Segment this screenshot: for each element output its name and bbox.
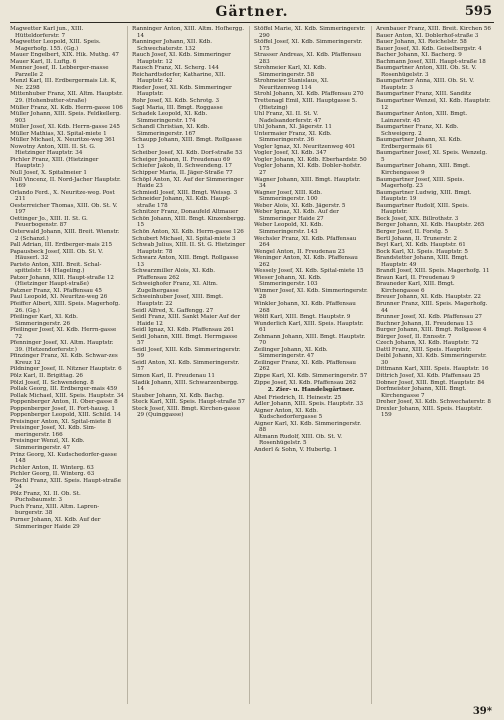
- directory-entry: Preisinger Josef, XI. Kdb. Sim-meringerstr. 166: [10, 425, 96, 438]
- directory-entry: Baumgartner Josef, XIII. Speis. Magerhofg. 23: [376, 176, 465, 190]
- directory-entry: Dattl Franz, XIII. Speis. Hauptstr.: [376, 346, 472, 353]
- directory-entry: Sladik Johann, XIII. Schwarzenbergg. 14: [132, 379, 239, 393]
- directory-entry: Uhl Franz, XI. II. St. V. Nadelsandorferstr. 47: [254, 111, 322, 124]
- directory-entry: Schnitzer Franz, Donaufeld Altmauer: [132, 209, 239, 216]
- directory-entry: Pöschl Franz, XIII. Speis. Haupt-straße 24: [10, 477, 121, 491]
- directory-entry: Schwarz Anton, XIII. Bmgt. Rollgasse 13: [132, 255, 239, 268]
- directory-entry: Menzl Karl, III. Erdbergermais Lit. K, Nr. 2298: [10, 78, 117, 91]
- directory-entry: Müller Michael, X. Neuritze-weg 361: [10, 137, 116, 144]
- directory-entry: Arenbauer Franz, XIII. Breit. Kirchen 56: [376, 26, 491, 32]
- directory-entry: Vogler Johann, XI. Kdb. Eberhardstr. 50: [254, 156, 367, 163]
- directory-entry: Braun Karl, II. Freudenau 9: [376, 274, 455, 281]
- page-title: Gärtner.: [215, 4, 289, 20]
- directory-entry: Strohmeier Karl, XI. Kdb. Simmeringerstr. 58: [254, 65, 327, 78]
- directory-entry: Zeilinger Johann, XI. Kdb. Simmeringerstr. 47: [254, 346, 328, 360]
- directory-entry: Anderl & Sohn, V. Hubertg. 1: [254, 447, 338, 453]
- directory-entry: Wagner Josef, XIII. Kdb. Simmeringerstr. 100: [254, 189, 323, 203]
- directory-entry: Bauer Johann, XI. Reichelstr. 58: [376, 39, 467, 46]
- directory-entry: Zeilinger Franz, XI. Kdb. Pfaffensau 262: [254, 359, 357, 373]
- directory-entry: Stöffel Josef, XI. Kdb. Simmeringerstr. 175: [254, 39, 363, 52]
- directory-entry: Rohr Josef, XI. Kdb. Schrotg. 3: [132, 98, 220, 105]
- directory-entry: Müller Johann, XIII. Speis. Feldkellerg. 903: [10, 111, 121, 124]
- directory-entry: Bertl Johann, II. Trunerstr. 2: [376, 235, 458, 242]
- directory-entry: Mauer Engelbert, XIX. Hik. Muthg. 47: [10, 52, 119, 59]
- directory-entry: Schmiedl Josef, XIII. Bmgt. Weissg. 3: [132, 189, 238, 196]
- directory-entry: Vogler Ignaz, XI. Neuritzenweg 401: [254, 143, 356, 150]
- section-heading: 2. Zier- u. Handelsgärtner.: [267, 387, 355, 394]
- directory-entry: Bacher Johann, XI. Bacherg. 9: [376, 52, 462, 59]
- directory-entry: Adler Johann, XIII. Speis. Hauptstr. 33: [254, 401, 364, 408]
- directory-entry: Steck Josef, XIII. Bmgt. Kirchen-gasse 29 (Quinggasse): [132, 405, 241, 419]
- directory-entry: Weninger Anton, XI. Kdb. Pfaffensau 262: [254, 255, 358, 268]
- directory-entry: Wengel Anton, II. Freudenau 23: [254, 248, 345, 255]
- directory-entry: Zehmann Johann, XIII. Bmgt. Hauptstr. 70: [254, 333, 366, 347]
- column-1: [10, 26, 128, 704]
- directory-entry: Baumgartner Anton, XIII. Bmgt. Lainzerstr. 45: [376, 111, 468, 124]
- directory-entry: Paul Leopold, XI. Neuritze-weg 26: [10, 294, 108, 301]
- directory-entry: Czech Johann, XI. Kdb. Hauptstr. 72: [376, 340, 479, 347]
- directory-entry: Winkler Johann, XI. Kdb. Pfaffensau 268: [254, 300, 356, 314]
- directory-entry: Wunderlich Karl, XIII. Speis. Hauptstr. 61: [254, 320, 364, 334]
- directory-entry: Bachmann Josef, XIII. Haupt-straße 18: [376, 58, 486, 65]
- directory-entry: Dobner Josef, XIII. Bmgt. Hauptstr. 84: [376, 379, 485, 386]
- directory-entry: Brunner Franz, XIII. Speis. Magerhofg. 44: [376, 300, 488, 314]
- sheet-signature: 39*: [472, 706, 492, 717]
- directory-entry: Seidl Ignaz, XI. Kdb. Pfaffensau 261: [132, 327, 235, 334]
- directory-entry: Pollak Georg, III. Erdberger-mais 459: [10, 386, 118, 393]
- directory-entry: Baumgartner Franz, XI. Kdb. Schweigerg. 2: [376, 124, 459, 137]
- directory-entry: Dittrich Josef, XI. Kdb. Pfaffensau 25: [376, 372, 481, 379]
- directory-entry: Puch Franz, XIII. Altm. Lapren-burgerstr. 38: [10, 503, 100, 517]
- directory-entry: Schipper Maria, II. Jäger-Straße 77: [132, 170, 233, 177]
- directory-entry: Altmann Rudolf, XIII. Ob. St. V. Rosenhügelstr. 5: [254, 433, 343, 447]
- directory-entry: Stauber Johann, XI. Kdb. Bachg.: [132, 392, 224, 399]
- directory-entry: Brandt Josef, XIII. Speis. Magerhofg. 11: [376, 268, 490, 275]
- directory-entry: Pölz Franz, XI. II. Ob. St. Puchsbaumstr. 3: [10, 490, 81, 504]
- directory-entry: Deibl Johann, XI. Kdb. Simmeringerstr. 30: [376, 353, 487, 366]
- directory-entry: Pildninger Josef, II. Nitzner Hauptstr. 6: [10, 366, 122, 373]
- directory-entry: Wölfl Karl, XIII. Bmgt. Hauptstr. 9: [254, 314, 351, 321]
- directory-entry: Dreher Josef, XI. Kdb. Schwechaterstr. 8: [376, 399, 491, 406]
- directory-entry: Magwetter Leopold, XIII. Speis. Magerhofg. 155. (Gg.): [10, 39, 101, 52]
- directory-entry: Ranninger Anton, XIII. Altm. Hofhergg. 14: [132, 26, 244, 39]
- directory-entry: Stöffel Marie, XI. Kdb. Simmeringerstr. 290: [254, 26, 366, 39]
- directory-entry: Prinz Georg, XI. Kudschedorfer-gasse 148: [10, 451, 117, 465]
- directory-entry: Untermaier Franz, XI. Kdb. Simmeringerstr. 36: [254, 130, 332, 144]
- directory-entry: Dorfmeister Johann, XIII. Bmgt. Kirchengasse 7: [376, 386, 467, 399]
- directory-entry: Strohmeier Stanislaus, XI. Neuritzenweg 114: [254, 78, 329, 91]
- column-3: [254, 26, 372, 704]
- directory-entry: Strohl Johann, XI. Kdb. Pfaffensau 270: [254, 91, 364, 98]
- directory-entry: Pfinzinger Franz, XI. Kdb. Schwar-zes Kreuz 12: [10, 353, 118, 366]
- directory-entry: Schweighofer Franz, XI. Altm. Zugelhergasse: [132, 281, 218, 294]
- directory-entry: Schön Johann, XIII. Bmgt. Kinzenbergg. 15: [132, 215, 246, 229]
- directory-entry: Uhl Johann, XI. Jägerstr. 11: [254, 124, 332, 131]
- directory-entry: Schandl Christian, XI. Kdb. Simmeringerstr. 167: [132, 124, 210, 137]
- directory-entry: Pfeiffer Albert, XIII. Speis. Magerhofg. 26. (Gg.): [10, 300, 121, 314]
- header-rule: [10, 22, 494, 23]
- directory-entry: Nowotny Anton, XIII. II. St. G. Hietzinger Hauptstr. 34: [10, 143, 96, 157]
- directory-entry: Mauer Karl, II. Luftg. 6: [10, 58, 77, 65]
- directory-entry: Preisinger Wenzl, XI. Kdb. Simmeringerstr. 47: [10, 438, 85, 451]
- directory-entry: Simon Karl, II. Freudenau 11: [132, 372, 215, 379]
- directory-entry: Pichler Georg, II. Winterg. 63: [10, 471, 95, 478]
- directory-entry: Pfeilinger Karl, XI. Kdb. Simmeringerstr. 26: [10, 314, 78, 327]
- directory-entry: Schiefer Jakob, II. Schwendeng. 17: [132, 163, 232, 170]
- directory-entry: Schön Anton, XI. Kdb. Herrn-gasse 126: [132, 228, 244, 235]
- directory-entry: Zippe Karl, XI. Kdb. Simmeringerstr. 57: [254, 372, 368, 379]
- page-header: [8, 4, 496, 22]
- directory-entry: Scheiber Josef, XI. Kdb. Dorf-straße 53: [132, 150, 243, 157]
- directory-entry: Trettenagl Emil, XIII. Hauptgasse 5. (Hietzing): [254, 98, 358, 111]
- directory-entry: Seidl Josef, XIII. Kdb. Simmeringerstr. 59: [132, 346, 241, 360]
- directory-entry: Pollak Michael, XIII. Speis. Hauptstr. 34: [10, 392, 124, 399]
- directory-entry: Bauer Anton, XI. Doblerhof-straße 3: [376, 32, 479, 39]
- directory-entry: Papausbeck Josef, XIII. Ob. St. V. Häuserl. 32: [10, 248, 104, 262]
- directory-entry: Rauch Josef, XI. Kdb. Simmeringer Hauptstr. 12: [132, 52, 231, 65]
- directory-entry: Paristo Anton, XIII. Breit. Schal-spittelstr. 14 (Hageling.): [10, 261, 102, 275]
- directory-entry: Beck Josef, XIX. Billrothstr. 3: [376, 215, 459, 222]
- directory-entry: Vogler Josef, XI. Kdb. 347: [254, 150, 327, 157]
- directory-entry: Rausch Franz, XI. Scherg. 144: [132, 65, 219, 72]
- directory-entry: Burger Johann, XIII. Bmgt. Rollgasse 4: [376, 327, 487, 334]
- directory-entry: Baumgartner Josef, XI. Speis. Wenzelg. 5: [376, 150, 488, 163]
- directory-entry: Wieser Johann, XI. Kdb. Simmeringerstr. 103: [254, 274, 322, 288]
- directory-entry: Müller Franz, XI. Kdb. Herrn-gasse 106: [10, 104, 123, 111]
- directory-entry: Sagl Maria, III. Bmgt. Roggasse: [132, 104, 223, 111]
- directory-entry: Baumgartner Ludwig, XIII. Bmgt. Hauptstr. 19: [376, 189, 472, 203]
- page-number: 595: [464, 4, 492, 19]
- directory-entry: Berger Johann, XI. Kdb. Hauptstr. 265: [376, 222, 485, 229]
- directory-entry: Strasser Andreas, XI. Kdb. Pfaffensau 283: [254, 52, 362, 65]
- directory-entry: Orlando Ferd., X. Neuritze-weg. Post 211: [10, 189, 115, 203]
- directory-entry: Pölz Karl, II. Brigittag. 26: [10, 372, 83, 379]
- directory-entry: Wimmer Josef, XI. Kdb. Simmeringerstr. 28: [254, 287, 368, 301]
- directory-entry: Dittmann Karl, XIII. Speis. Hauptstr. 16: [376, 366, 489, 373]
- directory-entry: Poppenberger Anton, II. Ober-gasse 8: [10, 399, 118, 406]
- directory-entry: Brunner Josef, XI. Kdb. Pfaffensau 27: [376, 314, 482, 321]
- column-4: [376, 26, 494, 704]
- directory-entry: Steck Karl, XIII. Speis. Haupt-straße 57: [132, 399, 245, 406]
- directory-entry: Brandstetter Johann, XIII. Bmgt. Hauptstr. 49: [376, 255, 469, 268]
- directory-entry: Pichler Franz, XIII. (Hietzinger Hauptstr.): [10, 156, 99, 170]
- directory-entry: Aigner Anton, XI. Kdb. Kudschedorfergasse 5: [254, 407, 323, 421]
- directory-entry: Müller Mathias, XI. Spital-miete 1: [10, 130, 107, 137]
- directory-entry: Baumgartner Rudolf, XIII. Speis. Hauptstr.: [376, 202, 469, 216]
- directory-entry: Bock Karl, XI. Speis. Hauptstr. 5: [376, 248, 468, 255]
- directory-entry: Pichler Anton, II. Winterg. 63: [10, 464, 94, 471]
- directory-entry: Weber Alois, XI. Kdb. Jägerstr. 5: [254, 202, 346, 209]
- directory-entry: Bürger Josef, II. Ennsstr. 7: [376, 333, 452, 340]
- directory-entry: Berger Josef, II. Forstg. 5: [376, 228, 449, 235]
- directory-entry: Preisinger Anton, XI. Spital-miete 8: [10, 418, 112, 425]
- directory-entry: Oettinger Jo., XIII. II. St. G. Feuerbogenstr. 87: [10, 215, 88, 229]
- directory-entry: Seidl Johann, XIII. Bmgt. Herrngasse 57: [132, 333, 238, 347]
- directory-entry: Pall Adrian, III. Erdberger-mais 215: [10, 242, 113, 249]
- directory-entry: Buchner Johann, II. Freudenau 13: [376, 320, 473, 327]
- directory-entry: Seidl Alfred, X. Gaffengg. 27: [132, 307, 214, 314]
- directory-entry: Baumgartner Johann, XI. Kdb. Erdbergermais 61: [376, 137, 462, 150]
- directory-entry: Pölzl Josef, II. Schwendeng. 8: [10, 379, 94, 386]
- directory-entry: Baumgartner Wenzel, XI. Kdb. Hauptstr. 12: [376, 98, 491, 111]
- directory-entry: Schubert Michael, XI. Spital-miete 3: [132, 235, 236, 242]
- directory-entry: Drexler Johann, XIII. Speis. Hauptstr. 159: [376, 405, 483, 419]
- directory-entry: Mittenhuber Franz, XII. Altm. Hauptstr. 29. (Hohenbutter-straße): [10, 91, 123, 105]
- directory-entry: Seidl Anton, XI. Kdb. Simmeringerstr. 57: [132, 359, 240, 373]
- directory-entry: Rieder Josef, XI. Kdb. Simmeringer Hauptstr.: [132, 84, 232, 98]
- directory-entry: Poppenberger Leopold, XIII. Schild. 14: [10, 412, 121, 419]
- directory-entry: Vogler Johann, XI. Kdb. Dobler-hofstr. 27: [254, 163, 362, 177]
- directory-entry: Breuer Johann, XI. Kdb. Hauptstr. 22: [376, 294, 481, 301]
- directory-entry: Reichardtsdorfer, Katharine, XII. Hauptstr. 42: [132, 71, 226, 85]
- directory-entry: Aigner Karl, XI. Kdb. Simmeringerstr. 88: [254, 420, 362, 434]
- directory-entry: Baumgartner Johann, XIII. Bmgt. Kirchengasse 9: [376, 163, 471, 177]
- directory-columns: [10, 26, 494, 704]
- directory-entry: Weber Leopold, XI. Kdb. Simmeringerstr. 143: [254, 222, 324, 235]
- directory-entry: Purner Johann, XI. Kdb. Auf der Simmeringer Haide 29: [10, 517, 101, 530]
- directory-entry: Bauer Josef, XI. Kdb. Geiselbergstr. 4: [376, 45, 482, 52]
- directory-entry: Schneider Johann, XI. Kdb. Haupt-straße 178: [132, 196, 231, 209]
- directory-entry: Oesterreicher Thomas, XIII. Ob. St. V. 197: [10, 202, 118, 216]
- directory-entry: Wagner Johann, XIII. Bmgt. Hauptstr. 34: [254, 176, 361, 190]
- directory-entry: Wessely Josef, XI. Kdb. Spital-miete 15: [254, 268, 364, 275]
- directory-entry: Schaupp Johann, XIII. Bmgt. Rollgasse 13: [132, 137, 242, 150]
- directory-entry: Baumgartner Anna, XIII. Ob. St. V. Hauptstr. 3: [376, 78, 475, 91]
- directory-entry: Null Josef, X. Spitalmeier 1: [10, 170, 87, 177]
- directory-entry: Brauneder Karl, XIII. Bmgt. Kirchengasse 6: [376, 281, 455, 294]
- directory-entry: Scheiger Johann, II. Freudenau 69: [132, 156, 231, 163]
- directory-entry: Seidl Franz, XIII. Sankt Maier Auf der Haide 12: [132, 314, 241, 327]
- directory-entry: Pfenninger Josef, XI. Altm. Hauptstr. 39. (Hetzendorferstr.): [10, 340, 114, 353]
- directory-entry: Schweinhuber Josef, XIII. Bmgt. Hauptstr. 22: [132, 294, 224, 307]
- directory-entry: Müller Josef, XI. Kdb. Herrn-gasse 245: [10, 124, 120, 131]
- directory-entry: Menner Josef, II. Lebberger-masse Parzelle 2: [10, 65, 109, 78]
- directory-entry: Magwetter Karl jun., XIII. Hütteldorferstr. 7: [10, 26, 84, 39]
- directory-entry: Schöpl Anton, XI. Auf der Simmeringer Haide 23: [132, 176, 244, 190]
- directory-entry: Schadek Leopold, XI. Kdb. Simmeringerstr. 174: [132, 111, 208, 124]
- directory-entry: Abel Friedrich, II. Heinestr. 25: [254, 394, 342, 401]
- directory-entry: Wechsler Franz, XI. Kdb. Pfaffensau 264: [254, 235, 357, 249]
- directory-entry: Poppenberger Josef, II. Fort-hausg. 1: [10, 405, 115, 412]
- directory-entry: Schwarzmiller Alois, XI. Kdb. Pfaffensau 262: [132, 268, 216, 281]
- directory-entry: Baumgartner Anton, XIII. Ob. St. V. Rosenhügelstr. 3: [376, 65, 477, 78]
- directory-entry: Null Vincenz, II. Nord-Jacher Hauptstr. 169: [10, 176, 121, 190]
- directory-entry: Beyl Karl, XI. Kdb. Hauptstr. 61: [376, 242, 466, 249]
- column-2: [132, 26, 250, 704]
- directory-entry: Schwab Julius, XIII. II. St. G. Hietzinger Hauptstr. 78: [132, 242, 246, 255]
- directory-entry: Patzner Franz, XI. Pfaffensau 45: [10, 287, 102, 294]
- directory-entry: Patzer Johann, XIII. Haupt-straße 12 (Hietzinger Haupt-straße): [10, 274, 114, 288]
- directory-entry: Ranninger Johann, XII. Kdb. Schwechaterstr. 132: [132, 39, 213, 52]
- directory-entry: Osterwald Johann, XIII. Breit. Wienstr. 2 (Schanzl.): [10, 228, 120, 242]
- directory-entry: Pfeilinger Josef, XI. Kdb. Herrn-gasse 72: [10, 327, 117, 340]
- directory-entry: Zippe Josef, XI. Kdb. Pfaffensau 262: [254, 379, 357, 386]
- directory-entry: Baumgartner Franz, XIII. Sanditz: [376, 91, 472, 98]
- directory-entry: Weber Ignaz, XI. Kdb. Auf der Simmeringer Haide 27: [254, 209, 339, 222]
